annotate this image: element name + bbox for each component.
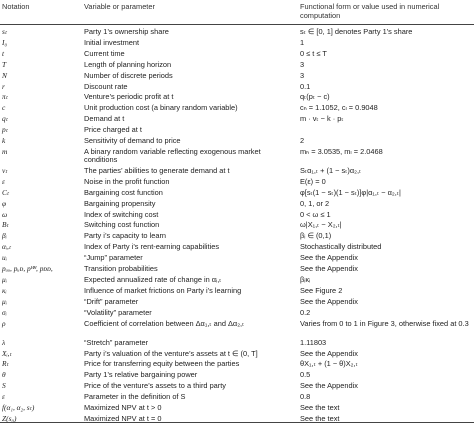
table-row — [0, 298, 474, 309]
notation-cell: Xᵢ,ₜ — [2, 348, 12, 358]
notation-cell: μᵢ — [2, 274, 7, 284]
variable-cell: The parties’ abilities to generate demand at t — [84, 165, 230, 175]
table-row — [0, 189, 474, 200]
table-row — [0, 104, 474, 115]
header-rule — [0, 24, 474, 25]
notation-cell: pₜ — [2, 125, 8, 135]
table-row — [0, 221, 474, 232]
variable-cell: “Drift” parameter — [84, 296, 139, 306]
table-row — [0, 61, 474, 72]
notation-cell: βᵢ — [2, 231, 7, 241]
notation-cell: uᵢ — [2, 253, 7, 263]
variable-cell: Unit production cost (a binary random variable) — [84, 103, 238, 113]
value-cell: sₜ ∈ [0, 1] denotes Party 1’s share — [300, 27, 413, 36]
value-cell: See the text — [300, 413, 340, 423]
notation-cell: sₜ — [2, 27, 8, 36]
value-cell: 0.8 — [300, 392, 311, 402]
value-cell: θX₁,ₜ + (1 − θ)X₂,ₜ — [300, 359, 358, 369]
variable-cell: Maximized NPV at t = 0 — [84, 413, 162, 423]
variable-cell: Maximized NPV at t > 0 — [84, 403, 162, 413]
notation-cell: T — [2, 59, 7, 69]
table-row — [0, 287, 474, 298]
notation-cell: Rₜ — [2, 359, 9, 369]
value-cell: m · vₜ − k · pₜ — [300, 114, 344, 124]
value-cell: ω|X₁,ₜ − X₂,ₜ| — [300, 220, 342, 230]
value-cell: 1 — [300, 37, 305, 47]
value-cell: 3 — [300, 70, 305, 80]
variable-cell: “Stretch” parameter — [84, 337, 149, 347]
notation-cell: Bₜ — [2, 220, 9, 230]
value-cell: See Figure 2 — [300, 285, 343, 295]
table-row — [0, 415, 474, 426]
table-row — [0, 72, 474, 83]
variable-cell: Venture’s periodic profit at t — [84, 92, 174, 102]
value-cell: mₕ = 3.0535, mₗ = 2.0468 — [300, 146, 383, 156]
notation-cell: ω — [2, 209, 8, 219]
variable-cell: Sensitivity of demand to price — [84, 136, 181, 145]
variable-cell: Party i’s valuation of the venture’s assets at t ∈ (0, T] — [84, 348, 258, 358]
variable-cell: Parameter in the definition of S — [84, 392, 186, 402]
variable-cell: Price for transferring equity between the parties — [84, 359, 240, 369]
value-cell: 0.2 — [300, 307, 311, 317]
table-row — [0, 393, 474, 404]
header-variable: Variable or parameter — [84, 2, 155, 11]
variable-cell: Initial investment — [84, 37, 140, 47]
variable-cell: Price charged at t — [84, 125, 142, 135]
table-row — [0, 39, 474, 50]
notation-cell: Z(s₀) — [2, 413, 17, 423]
notation-cell: ε — [2, 176, 5, 186]
notation-cell: qₜ — [2, 114, 8, 124]
notation-cell: μᵢ — [2, 296, 7, 306]
table-row — [0, 382, 474, 393]
value-cell: E(ε) = 0 — [300, 176, 326, 186]
value-cell: See the text — [300, 403, 340, 413]
value-cell: Varies from 0 to 1 in Figure 3, otherwise fixed at 0.3 — [300, 318, 469, 328]
table-row — [0, 200, 474, 211]
notation-cell: αᵢ,ₜ — [2, 242, 12, 252]
variable-cell: A binary random variable reflecting exogenous market conditions — [84, 146, 261, 165]
notation-cell: N — [2, 70, 7, 80]
value-cell: βᵢκᵢ — [300, 274, 311, 284]
variable-cell: Demand at t — [84, 114, 125, 124]
notation-cell: pᵤᵤ, pᵤᴅ, pᴴᴴ, pᴅᴅ, — [2, 264, 53, 274]
notation-cell: t — [2, 48, 5, 58]
table-row — [0, 360, 474, 371]
value-cell: 3 — [300, 59, 305, 69]
value-cell: Sₜα₁,ₜ + (1 − sₜ)α₂,ₜ — [300, 165, 362, 175]
table-row — [0, 309, 474, 320]
notation-cell: r — [2, 81, 5, 91]
header-functional-form: Functional form or value used in numerical computation — [300, 2, 440, 20]
table-row — [0, 83, 474, 94]
value-cell: See the Appendix — [300, 348, 358, 358]
notation-cell: Cₜ — [2, 187, 10, 197]
notation-cell: σᵢ — [2, 307, 7, 317]
value-cell: cₕ = 1.1052, cₗ = 0.9048 — [300, 103, 378, 113]
variable-cell: Party 1’s relative bargaining power — [84, 370, 198, 380]
notation-cell: κᵢ — [2, 285, 7, 295]
variable-cell: Party 1’s ownership share — [84, 27, 169, 36]
notation-cell: f(α₁, α₂, sₜ) — [2, 403, 35, 413]
value-cell: βᵢ ∈ (0,1) — [300, 231, 332, 241]
table-row — [0, 50, 474, 61]
value-cell: qₜ(pₜ − c) — [300, 92, 330, 102]
bottom-rule — [0, 422, 474, 423]
table-row — [0, 371, 474, 382]
value-cell: 1.11803 — [300, 337, 327, 347]
value-cell: Stochastically distributed — [300, 242, 382, 252]
notation-cell: πₜ — [2, 92, 8, 102]
value-cell: 2 — [300, 136, 305, 145]
variable-cell: “Jump” parameter — [84, 253, 143, 263]
variable-cell: Coefficient of correlation between Δα₁,ₜ and Δα₂,ₜ — [84, 318, 245, 328]
table-row — [0, 254, 474, 265]
value-cell: See the Appendix — [300, 381, 358, 391]
table-row — [0, 28, 474, 39]
table-row — [0, 265, 474, 276]
variable-cell: Index of switching cost — [84, 209, 159, 219]
variable-cell: Influence of market frictions on Party i’s learning — [84, 285, 242, 295]
notation-cell: m — [2, 146, 8, 156]
notation-cell: ε — [2, 392, 5, 402]
notation-cell: c — [2, 103, 6, 113]
notation-cell: φ — [2, 198, 7, 208]
table-row — [0, 320, 474, 339]
table-row — [0, 167, 474, 178]
variable-cell: Transition probabilities — [84, 264, 158, 274]
variable-cell: Price of the venture’s assets to a third party — [84, 381, 226, 391]
notation-cell: θ — [2, 370, 6, 380]
notation-cell: I₀ — [2, 37, 8, 47]
value-cell: φ[sₜ(1 − sₜ)(1 − sₜ)]φ|α₁,ₜ − α₂,ₜ| — [300, 187, 401, 197]
notation-cell: λ — [2, 337, 6, 347]
value-cell: 0 < ω ≤ 1 — [300, 209, 331, 219]
value-cell: 0, 1, or 2 — [300, 198, 330, 208]
value-cell: See the Appendix — [300, 264, 358, 274]
value-cell: 0.1 — [300, 81, 311, 91]
table-row — [0, 243, 474, 254]
variable-cell: Bargaining propensity — [84, 198, 156, 208]
table-header — [0, 0, 474, 24]
value-cell: 0.5 — [300, 370, 311, 380]
value-cell: See the Appendix — [300, 253, 358, 263]
variable-cell: Discount rate — [84, 81, 128, 91]
value-cell: 0 ≤ t ≤ T — [300, 48, 327, 58]
notation-cell: vₜ — [2, 165, 8, 175]
header-notation: Notation — [2, 2, 30, 11]
notation-cell: S — [2, 381, 6, 391]
variable-cell: Expected annualized rate of change in αᵢ,ₜ — [84, 274, 222, 284]
table-row — [0, 126, 474, 137]
value-cell: See the Appendix — [300, 296, 358, 306]
table-row — [0, 115, 474, 126]
variable-cell: Switching cost function — [84, 220, 160, 230]
variable-cell: Bargaining cost function — [84, 187, 163, 197]
table-row — [0, 404, 474, 415]
table-row — [0, 211, 474, 222]
table-row — [0, 148, 474, 167]
table-row — [0, 232, 474, 243]
table-row — [0, 339, 474, 350]
variable-cell: Party i’s capacity to learn — [84, 231, 167, 241]
variable-cell: Length of planning horizon — [84, 59, 172, 69]
notation-cell: k — [2, 136, 6, 145]
variable-cell: Current time — [84, 48, 125, 58]
table-row — [0, 178, 474, 189]
variable-cell: Noise in the profit function — [84, 176, 170, 186]
variable-cell: “Volatility” parameter — [84, 307, 152, 317]
variable-cell: Index of Party i’s rent-earning capabilities — [84, 242, 220, 252]
notation-cell: ρ — [2, 318, 6, 328]
variable-cell: Number of discrete periods — [84, 70, 173, 80]
